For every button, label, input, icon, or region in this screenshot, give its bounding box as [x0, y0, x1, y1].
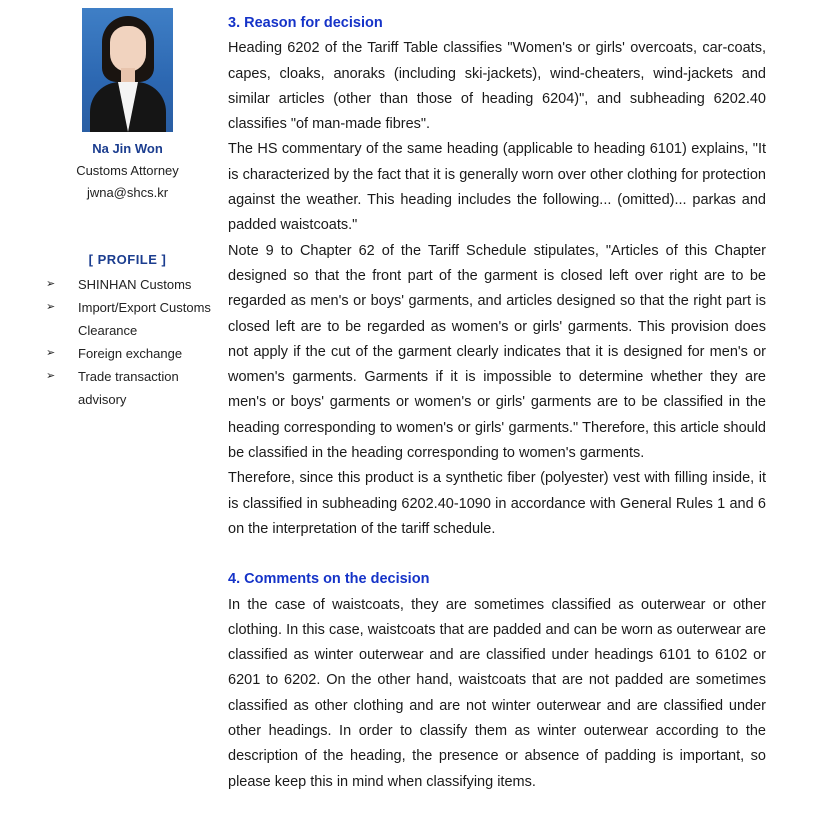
profile-item-label: Trade transaction advisory: [78, 369, 179, 407]
paragraph: In the case of waistcoats, they are sometimes classified as outerwear or other clothing. In this case, waistcoats that are padded and can be worn as outerwear are classified as winter outerwear and are classified under headings 6101 to 6102 or 6201 to 6202. On the other hand, waistcoats that are not padded are sometimes classified as other clothing and are not winter outerwear and are classified under other headings. In order to classify them as winter outerwear according to the description of the heading, the presence or absence of padding is important, so please keep this in mind when classifying items.: [228, 596, 766, 790]
arrow-bullet-icon: ➢: [46, 278, 56, 290]
profile-heading: [ PROFILE ]: [88, 252, 167, 267]
author-email[interactable]: jwna@shcs.kr: [86, 185, 169, 200]
paragraph: Heading 6202 of the Tariff Table classifies "Women's or girls' overcoats, car-coats, capes, cloaks, anoraks (including ski-jackets), wind-cheaters, wind-jackets and similar articles (other than those of heading 6204)", and subheading 6202.40 classifies "of man-made fibres".: [228, 40, 766, 133]
author-role: Customs Attorney: [76, 163, 179, 178]
profile-list: [30, 273, 225, 411]
profile-item-label: Foreign exchange: [78, 346, 183, 361]
arrow-bullet-icon: ➢: [46, 370, 56, 382]
section-comments: [228, 567, 766, 795]
profile-item: [30, 342, 225, 365]
author-photo: [82, 8, 173, 132]
section-heading: 3. Reason for decision: [228, 15, 383, 31]
paragraph: Therefore, since this product is a synthetic fiber (polyester) vest with filling inside, it is classified in subheading 6202.40-1090 in accordance with General Rules 1 and 6 on the interpretation of the tariff schedule.: [228, 470, 766, 537]
arrow-bullet-icon: ➢: [46, 347, 56, 359]
section-reason: [228, 11, 766, 542]
section-heading: 4. Comments on the decision: [228, 571, 430, 588]
paragraph: The HS commentary of the same heading (applicable to heading 6101) explains, "It is characterized by the fact that it is generally worn over other clothing for protection against the weather. This heading includes the following... (omitted)... parkas and padded waistcoats.": [228, 141, 766, 234]
paragraph: Note 9 to Chapter 62 of the Tariff Schedule stipulates, "Articles of this Chapter designed so that the front part of the garment is closed left over right are to be regarded as men's or boys' garments, and articles designed so that the right part is closed left are to be regarded as women's or girls' garments. This provision does not apply if the cut of the garment clearly indicates that it is designed for men's or women's garments. Garments if it is impossible to determine whether they are men's or boys' garments or women's or girls' garments are to be classified in the heading corresponding to women's or girls' garments." Therefore, this article should be classified in the heading corresponding to women's garments.: [228, 242, 766, 462]
article-body: [228, 11, 766, 795]
author-name: Na Jin Won: [92, 141, 163, 156]
profile-item: [30, 365, 225, 411]
profile-item-label: Import/Export Customs Clearance: [78, 300, 211, 338]
profile-item: [30, 273, 225, 296]
profile-item: [30, 296, 225, 342]
author-sidebar: [30, 8, 225, 411]
profile-item-label: SHINHAN Customs: [78, 277, 192, 292]
arrow-bullet-icon: ➢: [46, 301, 56, 313]
author-info: [30, 138, 225, 204]
